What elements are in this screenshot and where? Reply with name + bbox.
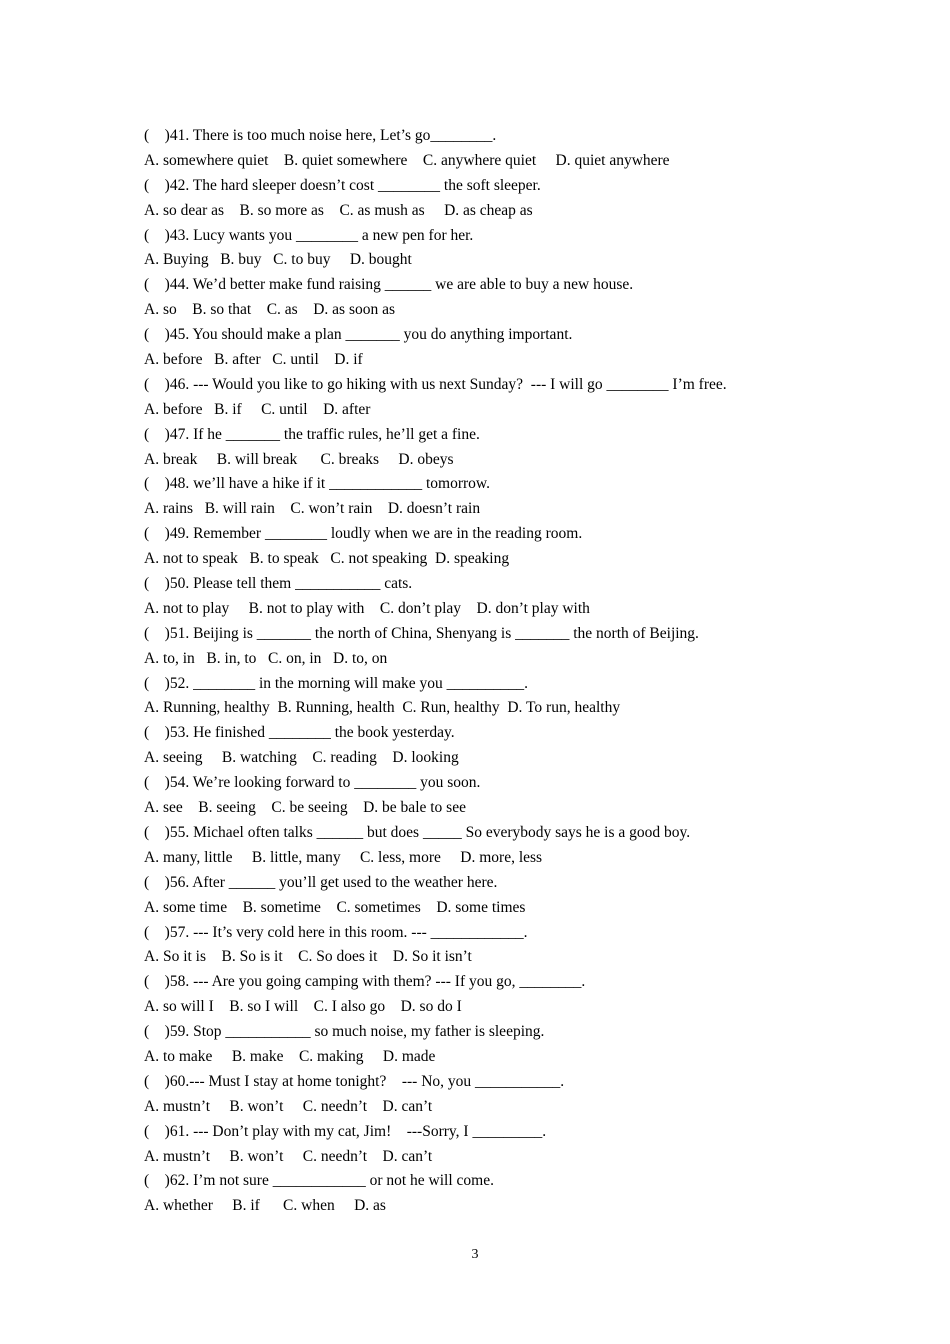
question-53-stem: ( )53. He finished ________ the book yesterday. [144, 724, 455, 742]
question-50-options: A. not to play B. not to play with C. don’t play D. don’t play with [144, 599, 590, 617]
question-45-options: A. before B. after C. until D. if [144, 351, 363, 369]
question-56-stem: ( )56. After ______ you’ll get used to the weather here. [144, 873, 498, 891]
question-41-stem: ( )41. There is too much noise here, Let’s go________. [144, 127, 497, 144]
question-59-stem: ( )59. Stop ___________ so much noise, my father is sleeping. [144, 1023, 545, 1041]
question-42-stem: ( )42. The hard sleeper doesn’t cost ________ the soft sleeper. [144, 176, 541, 194]
question-54-stem: ( )54. We’re looking forward to ________ you soon. [144, 774, 481, 792]
question-49-stem: ( )49. Remember ________ loudly when we are in the reading room. [144, 525, 583, 543]
question-58-options: A. so will I B. so I will C. I also go D. so do I [144, 998, 462, 1016]
question-49-options: A. not to speak B. to speak C. not speaking D. speaking [144, 550, 510, 568]
question-44-options: A. so B. so that C. as D. as soon as [144, 301, 396, 319]
question-57-options: A. So it is B. So is it C. So does it D. So it isn’t [144, 948, 472, 966]
question-58-stem: ( )58. --- Are you going camping with them? --- If you go, ________. [144, 973, 586, 991]
question-51-stem: ( )51. Beijing is _______ the north of China, Shenyang is _______ the north of Beijing. [144, 624, 699, 642]
question-44-stem: ( )44. We’d better make fund raising ______ we are able to buy a new house. [144, 276, 634, 294]
question-60-stem: ( )60.--- Must I stay at home tonight? --- No, you ___________. [144, 1072, 565, 1090]
question-55-options: A. many, little B. little, many C. less, more D. more, less [144, 848, 543, 866]
question-52-stem: ( )52. ________ in the morning will make you __________. [144, 674, 529, 692]
question-52-options: A. Running, healthy B. Running, health C. Run, healthy D. To run, healthy [144, 699, 621, 717]
question-57-stem: ( )57. --- It’s very cold here in this room. --- ____________. [144, 923, 528, 941]
question-54-options: A. see B. seeing C. be seeing D. be bale to see [144, 799, 466, 817]
question-list [144, 124, 844, 1219]
question-47-options: A. break B. will break C. breaks D. obeys [144, 450, 454, 468]
question-45-stem: ( )45. You should make a plan _______ you do anything important. [144, 326, 573, 344]
question-46-stem: ( )46. --- Would you like to go hiking with us next Sunday? --- I will go ________ I’m free. [144, 375, 727, 393]
question-48-stem: ( )48. we’ll have a hike if it ____________ tomorrow. [144, 475, 490, 493]
question-51-options: A. to, in B. in, to C. on, in D. to, on [144, 649, 388, 667]
question-53-options: A. seeing B. watching C. reading D. looking [144, 749, 459, 767]
question-59-options: A. to make B. make C. making D. made [144, 1047, 436, 1065]
question-61-options: A. mustn’t B. won’t C. needn’t D. can’t [144, 1147, 433, 1165]
question-41-options: A. somewhere quiet B. quiet somewhere C. anywhere quiet D. quiet anywhere [144, 151, 670, 169]
question-62-stem: ( )62. I’m not sure ____________ or not he will come. [144, 1172, 494, 1190]
question-48-options: A. rains B. will rain C. won’t rain D. doesn’t rain [144, 500, 481, 518]
question-50-stem: ( )50. Please tell them ___________ cats. [144, 575, 413, 593]
question-61-stem: ( )61. --- Don’t play with my cat, Jim! ---Sorry, I _________. [144, 1122, 547, 1140]
question-55-stem: ( )55. Michael often talks ______ but does _____ So everybody says he is a good boy. [144, 823, 691, 841]
page-number: 3 [471, 1247, 479, 1262]
question-62-options: A. whether B. if C. when D. as [144, 1197, 386, 1215]
question-47-stem: ( )47. If he _______ the traffic rules, he’ll get a fine. [144, 425, 480, 443]
question-42-options: A. so dear as B. so more as C. as mush as D. as cheap as [144, 201, 533, 219]
question-43-options: A. Buying B. buy C. to buy D. bought [144, 251, 412, 269]
question-60-options: A. mustn’t B. won’t C. needn’t D. can’t [144, 1097, 433, 1115]
question-46-options: A. before B. if C. until D. after [144, 400, 371, 418]
question-56-options: A. some time B. sometime C. sometimes D. some times [144, 898, 526, 916]
question-43-stem: ( )43. Lucy wants you ________ a new pen for her. [144, 226, 474, 244]
